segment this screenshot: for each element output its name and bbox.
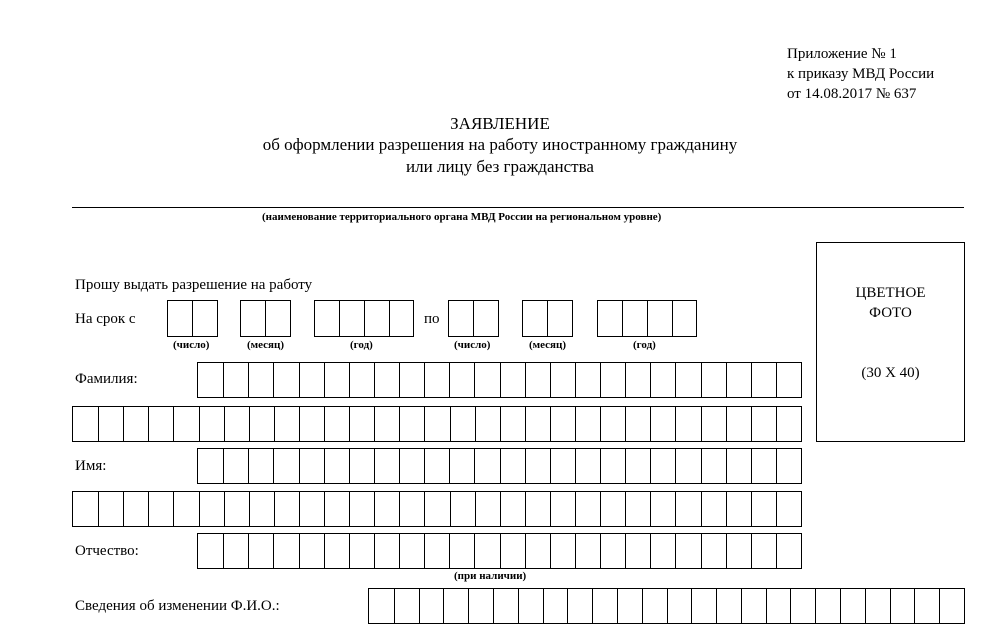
cell-divider (273, 363, 274, 397)
cell-divider (249, 407, 250, 441)
cell-divider (701, 534, 702, 568)
cell-divider (675, 363, 676, 397)
cell-divider (575, 492, 576, 526)
cell-divider (374, 534, 375, 568)
cell-divider (299, 407, 300, 441)
cell-divider (148, 492, 149, 526)
cell-divider (500, 363, 501, 397)
cell-divider (223, 363, 224, 397)
cell-divider (199, 407, 200, 441)
cell-divider (550, 363, 551, 397)
appendix-line-1: Приложение № 1 (787, 46, 897, 62)
cell-divider (299, 492, 300, 526)
cell-divider (273, 534, 274, 568)
cell-divider (349, 449, 350, 483)
cell-divider (672, 301, 673, 336)
cell-divider (600, 534, 601, 568)
cell-divider (173, 492, 174, 526)
from-month-caption: (месяц) (247, 339, 285, 351)
cell-divider (776, 449, 777, 483)
form-title: ЗАЯВЛЕНИЕ (450, 114, 550, 133)
name-boxes-2[interactable] (72, 491, 802, 527)
cell-divider (424, 492, 425, 526)
cell-divider (500, 534, 501, 568)
cell-divider (625, 534, 626, 568)
cell-divider (424, 407, 425, 441)
appendix-note (787, 44, 934, 104)
cell-divider (349, 363, 350, 397)
cell-divider (299, 534, 300, 568)
cell-divider (374, 407, 375, 441)
term-to-label: по (424, 311, 440, 327)
cell-divider (399, 407, 400, 441)
to-year-boxes[interactable] (597, 300, 697, 337)
cell-divider (98, 407, 99, 441)
cell-divider (575, 449, 576, 483)
cell-divider (525, 449, 526, 483)
cell-divider (751, 363, 752, 397)
cell-divider (751, 449, 752, 483)
from-year-caption: (год) (350, 339, 373, 351)
request-text: Прошу выдать разрешение на работу (75, 277, 313, 293)
cell-divider (525, 534, 526, 568)
authority-caption: (наименование территориального органа МВД России на региональном уровне) (262, 211, 662, 223)
cell-divider (394, 589, 395, 623)
cell-divider (790, 589, 791, 623)
cell-divider (726, 363, 727, 397)
cell-divider (474, 449, 475, 483)
cell-divider (374, 363, 375, 397)
cell-divider (449, 534, 450, 568)
cell-divider (776, 534, 777, 568)
cell-divider (299, 449, 300, 483)
cell-divider (449, 449, 450, 483)
photo-label-2: ФОТО (869, 305, 912, 321)
cell-divider (716, 589, 717, 623)
cell-divider (349, 534, 350, 568)
cell-divider (473, 301, 474, 336)
cell-divider (547, 301, 548, 336)
cell-divider (840, 589, 841, 623)
surname-label: Фамилия: (75, 371, 138, 387)
cell-divider (543, 589, 544, 623)
cell-divider (299, 363, 300, 397)
cell-divider (324, 449, 325, 483)
cell-divider (265, 301, 266, 336)
patronymic-label: Отчество: (75, 543, 139, 559)
cell-divider (123, 407, 124, 441)
cell-divider (399, 363, 400, 397)
cell-divider (741, 589, 742, 623)
cell-divider (424, 534, 425, 568)
cell-divider (776, 407, 777, 441)
cell-divider (625, 363, 626, 397)
cell-divider (443, 589, 444, 623)
cell-divider (500, 492, 501, 526)
cell-divider (890, 589, 891, 623)
cell-divider (600, 492, 601, 526)
photo-box (816, 242, 965, 442)
surname-boxes-1[interactable] (197, 362, 802, 398)
cell-divider (468, 589, 469, 623)
cell-divider (650, 407, 651, 441)
term-from-label: На срок с (75, 311, 136, 327)
cell-divider (374, 449, 375, 483)
cell-divider (449, 363, 450, 397)
cell-divider (575, 407, 576, 441)
cell-divider (939, 589, 940, 623)
cell-divider (349, 492, 350, 526)
cell-divider (349, 407, 350, 441)
cell-divider (500, 449, 501, 483)
patronymic-caption: (при наличии) (454, 570, 527, 582)
cell-divider (647, 301, 648, 336)
form-subtitle-2: или лицу без гражданства (406, 157, 594, 176)
cell-divider (199, 492, 200, 526)
cell-divider (173, 407, 174, 441)
cell-divider (675, 534, 676, 568)
cell-divider (324, 492, 325, 526)
cell-divider (567, 589, 568, 623)
cell-divider (642, 589, 643, 623)
appendix-line-2: к приказу МВД России (787, 66, 935, 82)
cell-divider (248, 449, 249, 483)
cell-divider (592, 589, 593, 623)
cell-divider (324, 363, 325, 397)
name-label: Имя: (75, 458, 107, 474)
cell-divider (525, 492, 526, 526)
surname-boxes-2[interactable] (72, 406, 802, 442)
cell-divider (625, 449, 626, 483)
patronymic-boxes[interactable] (197, 533, 802, 569)
from-day-boxes[interactable] (167, 300, 218, 337)
cell-divider (339, 301, 340, 336)
cell-divider (815, 589, 816, 623)
to-month-caption: (месяц) (529, 339, 567, 351)
cell-divider (364, 301, 365, 336)
cell-divider (701, 363, 702, 397)
cell-divider (751, 534, 752, 568)
cell-divider (399, 534, 400, 568)
cell-divider (550, 534, 551, 568)
cell-divider (701, 449, 702, 483)
cell-divider (675, 407, 676, 441)
cell-divider (424, 363, 425, 397)
cell-divider (374, 492, 375, 526)
cell-divider (622, 301, 623, 336)
cell-divider (192, 301, 193, 336)
photo-label-1: ЦВЕТНОЕ (855, 285, 926, 301)
cell-divider (224, 492, 225, 526)
cell-divider (575, 363, 576, 397)
cell-divider (475, 407, 476, 441)
cell-divider (675, 492, 676, 526)
photo-size: (30 Х 40) (861, 365, 920, 381)
cell-divider (274, 407, 275, 441)
cell-divider (224, 407, 225, 441)
cell-divider (248, 534, 249, 568)
cell-divider (550, 492, 551, 526)
name-change-label: Сведения об изменении Ф.И.О.: (75, 598, 280, 614)
from-year-boxes[interactable] (314, 300, 414, 337)
from-month-boxes[interactable] (240, 300, 291, 337)
cell-divider (248, 363, 249, 397)
cell-divider (650, 534, 651, 568)
cell-divider (865, 589, 866, 623)
cell-divider (617, 589, 618, 623)
cell-divider (726, 407, 727, 441)
cell-divider (625, 407, 626, 441)
cell-divider (625, 492, 626, 526)
cell-divider (675, 449, 676, 483)
cell-divider (450, 407, 451, 441)
cell-divider (691, 589, 692, 623)
cell-divider (493, 589, 494, 623)
cell-divider (525, 407, 526, 441)
cell-divider (650, 363, 651, 397)
cell-divider (389, 301, 390, 336)
cell-divider (223, 449, 224, 483)
cell-divider (550, 449, 551, 483)
cell-divider (475, 492, 476, 526)
cell-divider (751, 407, 752, 441)
name-change-boxes[interactable] (368, 588, 965, 624)
cell-divider (650, 449, 651, 483)
cell-divider (424, 449, 425, 483)
cell-divider (518, 589, 519, 623)
cell-divider (474, 534, 475, 568)
cell-divider (223, 534, 224, 568)
cell-divider (726, 534, 727, 568)
cell-divider (500, 407, 501, 441)
cell-divider (600, 363, 601, 397)
to-month-boxes[interactable] (522, 300, 573, 337)
cell-divider (766, 589, 767, 623)
cell-divider (249, 492, 250, 526)
cell-divider (324, 534, 325, 568)
cell-divider (726, 449, 727, 483)
cell-divider (474, 363, 475, 397)
cell-divider (776, 492, 777, 526)
cell-divider (701, 492, 702, 526)
cell-divider (701, 407, 702, 441)
cell-divider (399, 449, 400, 483)
cell-divider (525, 363, 526, 397)
cell-divider (450, 492, 451, 526)
form-subtitle-1: об оформлении разрешения на работу иностранному гражданину (262, 135, 738, 154)
from-day-caption: (число) (173, 339, 210, 351)
name-boxes-1[interactable] (197, 448, 802, 484)
cell-divider (650, 492, 651, 526)
cell-divider (667, 589, 668, 623)
cell-divider (419, 589, 420, 623)
cell-divider (550, 407, 551, 441)
cell-divider (274, 492, 275, 526)
cell-divider (600, 407, 601, 441)
cell-divider (273, 449, 274, 483)
cell-divider (600, 449, 601, 483)
cell-divider (776, 363, 777, 397)
cell-divider (148, 407, 149, 441)
cell-divider (399, 492, 400, 526)
cell-divider (914, 589, 915, 623)
to-day-boxes[interactable] (448, 300, 499, 337)
authority-line (72, 207, 964, 208)
cell-divider (751, 492, 752, 526)
cell-divider (123, 492, 124, 526)
to-day-caption: (число) (454, 339, 491, 351)
to-year-caption: (год) (633, 339, 656, 351)
appendix-line-3: от 14.08.2017 № 637 (787, 86, 917, 102)
cell-divider (324, 407, 325, 441)
cell-divider (726, 492, 727, 526)
cell-divider (575, 534, 576, 568)
cell-divider (98, 492, 99, 526)
